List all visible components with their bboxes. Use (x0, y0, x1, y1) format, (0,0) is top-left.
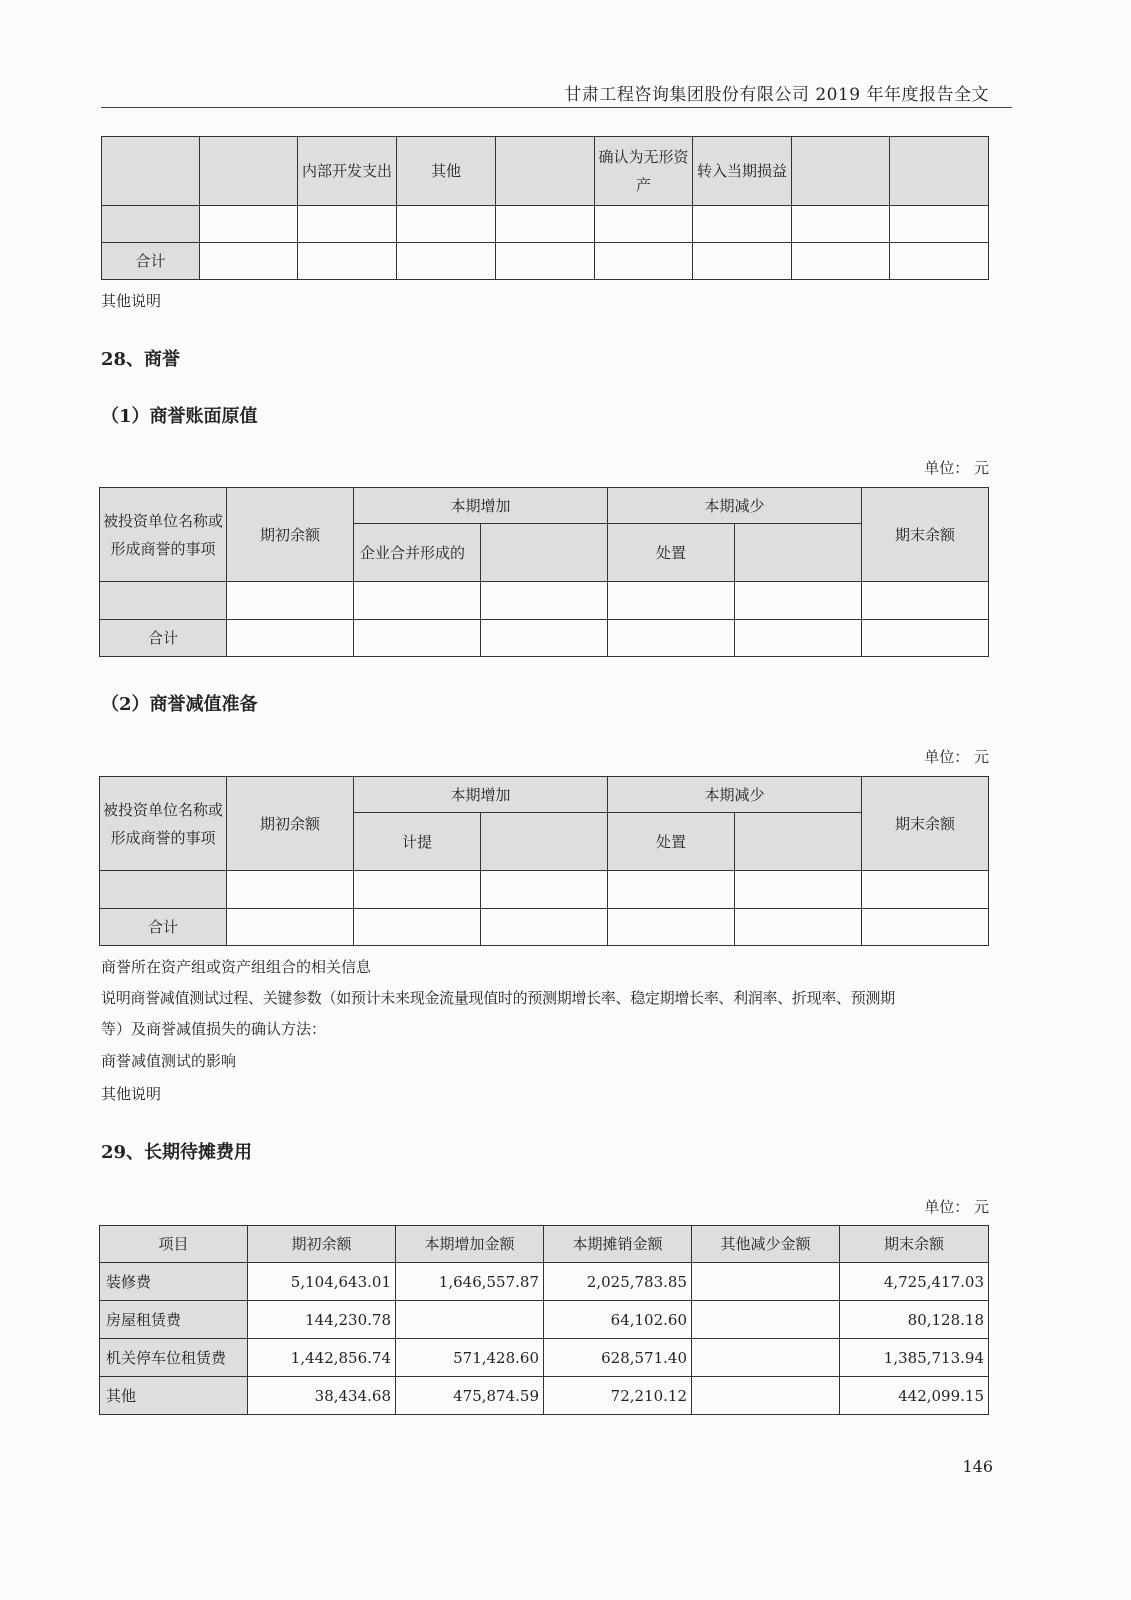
value-cell: 442,099.15 (840, 1377, 989, 1415)
header-cell (496, 137, 595, 206)
data-cell (862, 582, 989, 620)
section-28-title: 28、商誉 (101, 349, 181, 370)
subheader-increase: 计提 (354, 813, 481, 871)
value-cell: 1,442,856.74 (248, 1339, 396, 1377)
value-cell: 144,230.78 (248, 1301, 396, 1339)
header-cell: 转入当期损益 (693, 137, 792, 206)
data-cell (397, 243, 496, 280)
data-cell (735, 582, 862, 620)
data-cell (862, 909, 989, 946)
subheader-decrease: 处置 (608, 813, 735, 871)
data-cell (298, 243, 397, 280)
subheader-increase: 企业合并形成的 (354, 524, 481, 582)
unit-label: 单位： 元 (924, 748, 989, 766)
data-cell (608, 582, 735, 620)
col-header-item: 项目 (100, 1226, 248, 1263)
value-cell (396, 1301, 544, 1339)
value-cell (692, 1263, 840, 1301)
goodwill-group-info: 商誉所在资产组或资产组组合的相关信息 (101, 958, 372, 976)
data-cell (298, 206, 397, 243)
value-cell: 628,571.40 (544, 1339, 692, 1377)
unit-label: 单位： 元 (924, 459, 989, 477)
data-cell (227, 909, 354, 946)
row-label-cell: 房屋租赁费 (100, 1301, 248, 1339)
col-header-open: 期初余额 (227, 488, 354, 582)
col-header-close: 期末余额 (862, 777, 989, 871)
col-header-name: 被投资单位名称或形成商誉的事项 (100, 777, 227, 871)
data-cell (608, 909, 735, 946)
data-cell (481, 871, 608, 909)
table-row (100, 1339, 989, 1377)
total-label-cell: 合计 (102, 243, 200, 280)
header-cell: 确认为无形资产 (595, 137, 693, 206)
table-row (100, 1301, 989, 1339)
data-cell (496, 243, 595, 280)
data-cell (608, 871, 735, 909)
subheader-empty (481, 524, 608, 582)
total-label-cell: 合计 (100, 620, 227, 657)
data-cell (200, 243, 298, 280)
value-cell: 4,725,417.03 (840, 1263, 989, 1301)
data-cell (735, 909, 862, 946)
data-cell (481, 909, 608, 946)
data-cell (890, 243, 989, 280)
value-cell: 72,210.12 (544, 1377, 692, 1415)
row-label-cell: 机关停车位租赁费 (100, 1339, 248, 1377)
col-header-amortization: 本期摊销金额 (544, 1226, 692, 1263)
data-cell (354, 871, 481, 909)
subheader-empty (735, 524, 862, 582)
row-label-cell (100, 871, 227, 909)
col-header-open: 期初余额 (248, 1226, 396, 1263)
long-term-prepaid-expenses-table (99, 1225, 989, 1415)
col-header-open: 期初余额 (227, 777, 354, 871)
col-header-name: 被投资单位名称或形成商誉的事项 (100, 488, 227, 582)
data-cell (227, 871, 354, 909)
col-header-increase: 本期增加金额 (396, 1226, 544, 1263)
data-cell (397, 206, 496, 243)
value-cell (692, 1377, 840, 1415)
data-cell (608, 620, 735, 657)
section-29-title: 29、长期待摊费用 (101, 1142, 253, 1163)
other-notes-label: 其他说明 (101, 292, 162, 310)
col-header-close: 期末余额 (840, 1226, 989, 1263)
row-label-cell: 装修费 (100, 1263, 248, 1301)
subheader-empty (481, 813, 608, 871)
col-header-increase: 本期增加 (354, 488, 608, 524)
row-label-cell (102, 206, 200, 243)
page-number: 146 (962, 1457, 993, 1476)
col-header-close: 期末余额 (862, 488, 989, 582)
header-cell: 内部开发支出 (298, 137, 397, 206)
value-cell (692, 1339, 840, 1377)
header-cell (890, 137, 989, 206)
value-cell: 38,434.68 (248, 1377, 396, 1415)
data-cell (354, 620, 481, 657)
data-cell (227, 582, 354, 620)
header-cell (102, 137, 200, 206)
goodwill-test-description-cont: 等）及商誉减值损失的确认方法： (101, 1020, 327, 1038)
unit-label: 单位： 元 (924, 1198, 989, 1216)
row-label-cell (100, 582, 227, 620)
col-header-decrease: 本期减少 (608, 488, 862, 524)
data-cell (227, 620, 354, 657)
other-notes-label: 其他说明 (101, 1085, 162, 1103)
col-header-decrease: 本期减少 (608, 777, 862, 813)
row-label-cell: 其他 (100, 1377, 248, 1415)
data-cell (862, 620, 989, 657)
col-header-increase: 本期增加 (354, 777, 608, 813)
data-cell (481, 620, 608, 657)
development-expenditure-table (101, 136, 989, 280)
header-cell (792, 137, 890, 206)
header-rule (101, 107, 1012, 108)
data-cell (792, 243, 890, 280)
data-cell (890, 206, 989, 243)
value-cell: 1,385,713.94 (840, 1339, 989, 1377)
goodwill-impairment-subtitle: （2）商誉减值准备 (101, 694, 258, 715)
goodwill-test-description: 说明商誉减值测试过程、关键参数（如预计未来现金流量现值时的预测期增长率、稳定期增长率、利润率、折现率、预测期 (101, 989, 895, 1007)
value-cell: 1,646,557.87 (396, 1263, 544, 1301)
data-cell (735, 620, 862, 657)
data-cell (354, 582, 481, 620)
data-cell (693, 243, 792, 280)
col-header-other-decrease: 其他减少金额 (692, 1226, 840, 1263)
value-cell: 64,102.60 (544, 1301, 692, 1339)
report-header-title: 甘肃工程咨询集团股份有限公司 2019 年年度报告全文 (564, 85, 989, 105)
data-cell (862, 871, 989, 909)
data-cell (595, 206, 693, 243)
data-cell (792, 206, 890, 243)
header-cell: 其他 (397, 137, 496, 206)
data-cell (481, 582, 608, 620)
value-cell: 571,428.60 (396, 1339, 544, 1377)
goodwill-impairment-table (99, 776, 989, 946)
data-cell (200, 206, 298, 243)
data-cell (693, 206, 792, 243)
value-cell: 80,128.18 (840, 1301, 989, 1339)
data-cell (496, 206, 595, 243)
goodwill-impact-label: 商誉减值测试的影响 (101, 1052, 237, 1070)
data-cell (595, 243, 693, 280)
data-cell (735, 871, 862, 909)
data-cell (354, 909, 481, 946)
subheader-decrease: 处置 (608, 524, 735, 582)
subheader-empty (735, 813, 862, 871)
value-cell: 2,025,783.85 (544, 1263, 692, 1301)
value-cell (692, 1301, 840, 1339)
total-label-cell: 合计 (100, 909, 227, 946)
goodwill-original-table (99, 487, 989, 657)
table-row (100, 1377, 989, 1415)
goodwill-original-subtitle: （1）商誉账面原值 (101, 406, 258, 427)
value-cell: 5,104,643.01 (248, 1263, 396, 1301)
table-row (100, 1263, 989, 1301)
header-cell (200, 137, 298, 206)
value-cell: 475,874.59 (396, 1377, 544, 1415)
